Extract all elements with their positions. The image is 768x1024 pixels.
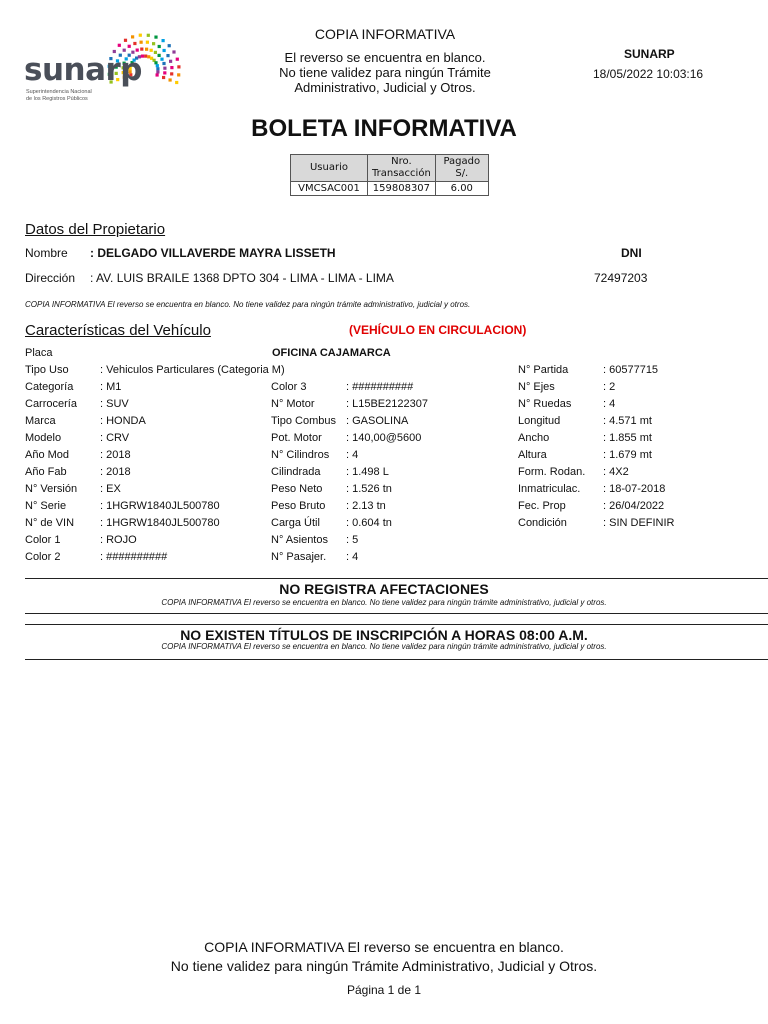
- vehicle-field-value: : SIN DEFINIR: [603, 517, 675, 529]
- vehicle-field-value: : 2: [603, 381, 616, 393]
- dni-label: DNI: [621, 246, 642, 260]
- logo-dot: [140, 41, 143, 44]
- logo-dot: [156, 73, 159, 76]
- logo-subtitle-line1: Superintendencia Nacional: [26, 89, 92, 95]
- logo-dot: [177, 65, 180, 68]
- logo-dot: [154, 61, 157, 64]
- vehicle-field-value: : Vehiculos Particulares (Categoria M): [100, 364, 285, 376]
- cell-transaccion: 159808307: [368, 182, 436, 196]
- reverso-line-2: No tiene validez para ningún Trámite: [279, 65, 491, 80]
- logo-dot: [131, 35, 134, 38]
- vehicle-field-value: : 1.855 mt: [603, 432, 652, 444]
- logo-dot: [172, 50, 175, 53]
- vehicle-field-label: Condición: [518, 517, 567, 529]
- logo-dot: [168, 44, 171, 47]
- logo-dot: [162, 62, 165, 65]
- divider-titulos-bottom: [25, 659, 768, 660]
- vehicle-field-value: : 2018: [100, 466, 131, 478]
- vehicle-field-label: N° Motor: [271, 398, 315, 410]
- col-header-pagado: Pagado S/.: [435, 155, 488, 182]
- vehicle-field-value: : ##########: [346, 381, 414, 393]
- nombre-label: Nombre: [25, 246, 68, 260]
- afectaciones-title: NO REGISTRA AFECTACIONES: [279, 581, 489, 597]
- oficina: OFICINA CAJAMARCA: [272, 347, 391, 359]
- vehicle-field-value: : M1: [100, 381, 122, 393]
- footer-line-1: COPIA INFORMATIVA El reverso se encuentra en blanco.: [204, 939, 564, 955]
- vehicle-field-label: Ancho: [518, 432, 550, 444]
- vehicle-field-label: Color 2: [25, 551, 61, 563]
- logo-dot: [163, 49, 166, 52]
- vehicle-field-value: : 4: [346, 449, 359, 461]
- vehicle-field-value: : 26/04/2022: [603, 500, 665, 512]
- table-header-row: [291, 155, 489, 182]
- vehicle-field-value: : 60577715: [603, 364, 659, 376]
- vehicle-field-value: : 4: [603, 398, 616, 410]
- page-title: BOLETA INFORMATIVA: [251, 115, 517, 142]
- datetime: 18/05/2022 10:03:16: [593, 67, 704, 81]
- vehicle-field-label: Carga Útil: [271, 517, 320, 529]
- vehicle-field-value: : ##########: [100, 551, 168, 563]
- vehicle-field-label: Pot. Motor: [271, 432, 322, 444]
- transaction-table: [290, 154, 489, 196]
- vehicle-field-value: : EX: [100, 483, 121, 495]
- vehicle-field-label: Peso Neto: [271, 483, 323, 495]
- logo-dot: [152, 42, 155, 45]
- logo-subtitle: [26, 89, 116, 103]
- vehicle-field-value: : SUV: [100, 398, 129, 410]
- divider-afectaciones: [25, 578, 768, 579]
- vehicle-field-label: Inmatriculac.: [518, 483, 581, 495]
- logo-dot: [160, 58, 163, 61]
- vehicle-section-title: Características del Vehículo: [25, 322, 211, 339]
- titulos-note: COPIA INFORMATIVA El reverso se encuentra en blanco. No tiene validez para ningún trámite administrativo, judicial y otros.: [161, 642, 607, 651]
- logo-dot: [158, 54, 161, 57]
- logo-subtitle-line2: de los Registros Públicos: [26, 96, 88, 102]
- logo-dot: [156, 64, 159, 67]
- placa-label: Placa: [25, 347, 53, 359]
- afectaciones-note: COPIA INFORMATIVA El reverso se encuentra en blanco. No tiene validez para ningún trámite administrativo, judicial y otros.: [161, 598, 607, 607]
- vehicle-field-value: : 2.13 tn: [346, 500, 386, 512]
- logo-dot: [118, 44, 121, 47]
- vehicle-field-label: N° Asientos: [271, 534, 328, 546]
- vehicle-field-label: Año Fab: [25, 466, 67, 478]
- vehicle-field-value: : L15BE2122307: [346, 398, 428, 410]
- table-row: [291, 182, 489, 196]
- owner-note: COPIA INFORMATIVA El reverso se encuentra en blanco. No tiene validez para ningún trámite administrativo, judicial y otros.: [25, 300, 471, 309]
- vehicle-field-label: Color 1: [25, 534, 61, 546]
- vehicle-field-label: Modelo: [25, 432, 62, 444]
- logo-dot: [145, 48, 148, 51]
- logo-dot: [147, 55, 150, 58]
- vehicle-field-value: : 140,00@5600: [346, 432, 422, 444]
- logo-dot: [124, 39, 127, 42]
- vehicle-field-value: : CRV: [100, 432, 130, 444]
- logo-dot: [169, 78, 172, 81]
- logo-dot: [146, 41, 149, 44]
- vehicle-field-value: : 4: [346, 551, 359, 563]
- logo-dot: [170, 72, 173, 75]
- vehicle-field-value: : HONDA: [100, 415, 146, 427]
- vehicle-field-value: : 4X2: [603, 466, 629, 478]
- vehicle-field-value: : 5: [346, 534, 359, 546]
- logo-dot: [139, 34, 142, 37]
- vehicle-field-label: Cilindrada: [271, 466, 321, 478]
- owner-section-title: Datos del Propietario: [25, 221, 166, 238]
- col-header-usuario: Usuario: [291, 155, 368, 182]
- logo-dot: [140, 48, 143, 51]
- divider-afectaciones-bottom: [25, 613, 768, 614]
- logo-dot: [176, 58, 179, 61]
- vehicle-field-value: : 1HGRW1840JL500780: [100, 500, 220, 512]
- logo-dot: [177, 73, 180, 76]
- vehicle-field-value: : 2018: [100, 449, 131, 461]
- logo-dot: [156, 70, 159, 73]
- logo-dot: [150, 49, 153, 52]
- vehicle-field-value: : 1HGRW1840JL500780: [100, 517, 220, 529]
- vehicle-field-label: Tipo Uso: [25, 364, 69, 376]
- page-number: Página 1 de 1: [346, 983, 422, 997]
- vehicle-field-label: N° Ruedas: [518, 398, 572, 410]
- vehicle-field-label: Altura: [518, 449, 547, 461]
- direccion-label: Dirección: [25, 271, 76, 285]
- logo-dot: [163, 71, 166, 74]
- vehicle-field-value: : 1.498 L: [346, 466, 389, 478]
- logo-dot: [147, 34, 150, 37]
- reverso-line-1: El reverso se encuentra en blanco.: [284, 50, 486, 65]
- vehicle-field-label: Color 3: [271, 381, 307, 393]
- vehicle-field-value: : 0.604 tn: [346, 517, 392, 529]
- logo-dot: [162, 39, 165, 42]
- logo-dot: [169, 60, 172, 63]
- vehicle-field-label: Carrocería: [25, 398, 77, 410]
- dni-value: 72497203: [594, 271, 648, 285]
- logo-dot: [156, 67, 159, 70]
- vehicle-field-value: : 1.679 mt: [603, 449, 652, 461]
- logo-dot: [128, 45, 131, 48]
- titulos-title: NO EXISTEN TÍTULOS DE INSCRIPCIÓN A HORAS 08:00 A.M.: [180, 627, 588, 643]
- vehicle-status: (VEHÍCULO EN CIRCULACION): [349, 323, 527, 337]
- logo-dot: [175, 81, 178, 84]
- logo-dot: [166, 54, 169, 57]
- vehicle-field-value: : 18-07-2018: [603, 483, 666, 495]
- logo-dot: [133, 42, 136, 45]
- logo-dot: [162, 76, 165, 79]
- org-name: SUNARP: [624, 47, 675, 61]
- logo-dot: [154, 36, 157, 39]
- vehicle-field-label: N° Pasajer.: [271, 551, 327, 563]
- vehicle-field-label: Form. Rodan.: [518, 466, 586, 478]
- vehicle-field-label: Fec. Prop: [518, 500, 566, 512]
- vehicle-field-value: : 4.571 mt: [603, 415, 652, 427]
- vehicle-field-label: Categoría: [25, 381, 74, 393]
- vehicle-field-label: N° Versión: [25, 483, 78, 495]
- vehicle-field-value: : ROJO: [100, 534, 137, 546]
- copia-informativa-header: COPIA INFORMATIVA: [314, 26, 456, 42]
- vehicle-field-label: Año Mod: [25, 449, 70, 461]
- vehicle-field-label: N° Ejes: [518, 381, 555, 393]
- vehicle-field-label: Longitud: [518, 415, 561, 427]
- vehicle-field-label: N° Serie: [25, 500, 67, 512]
- direccion-value: : AV. LUIS BRAILE 1368 DPTO 304 - LIMA - LIMA - LIMA: [90, 271, 394, 285]
- logo-dot: [154, 51, 157, 54]
- vehicle-field-label: N° de VIN: [25, 517, 75, 529]
- vehicle-field-label: Peso Bruto: [271, 500, 326, 512]
- reverso-line-3: Administrativo, Judicial y Otros.: [294, 80, 476, 95]
- divider-titulos: [25, 624, 768, 625]
- vehicle-field-value: : 1.526 tn: [346, 483, 392, 495]
- logo-dot: [158, 45, 161, 48]
- logo-dot: [144, 55, 147, 58]
- cell-usuario: VMCSAC001: [291, 182, 368, 196]
- footer-line-2: No tiene validez para ningún Trámite Administrativo, Judicial y Otros.: [170, 958, 598, 974]
- logo-wordmark: sunarp: [24, 52, 142, 88]
- vehicle-field-label: N° Partida: [518, 364, 569, 376]
- logo-dot: [170, 66, 173, 69]
- logo-dot: [163, 67, 166, 70]
- col-header-transaccion: Nro. Transacción: [368, 155, 436, 182]
- nombre-value: : DELGADO VILLAVERDE MAYRA LISSETH: [90, 246, 336, 260]
- vehicle-field-value: : GASOLINA: [346, 415, 409, 427]
- cell-pagado: 6.00: [435, 182, 488, 196]
- vehicle-field-label: N° Cilindros: [271, 449, 330, 461]
- vehicle-field-label: Tipo Combus: [271, 415, 337, 427]
- vehicle-field-label: Marca: [25, 415, 56, 427]
